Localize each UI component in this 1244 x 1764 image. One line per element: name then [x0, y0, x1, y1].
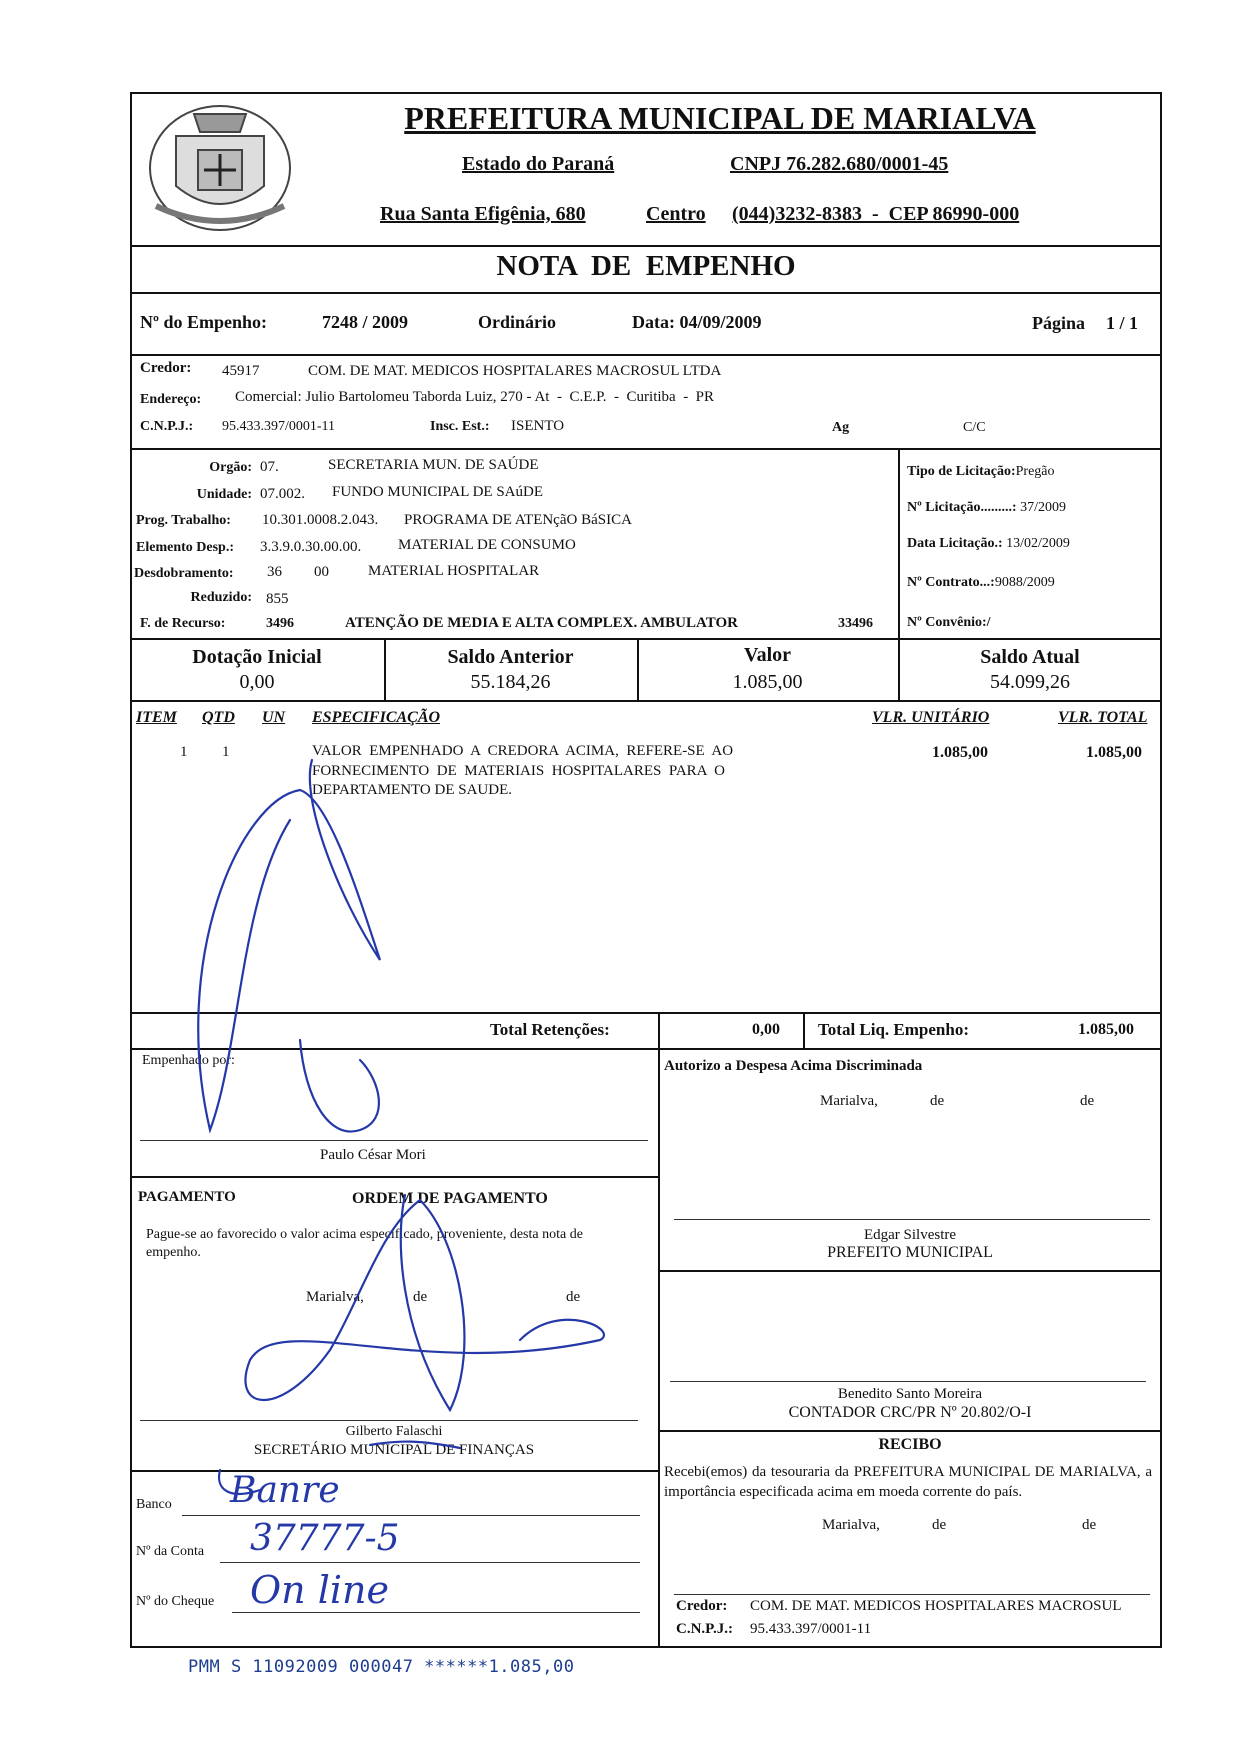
recibo-de-1: de: [932, 1517, 947, 1533]
header-title: PREFEITURA MUNICIPAL DE MARIALVA: [404, 100, 1036, 136]
cnpj-value: 95.433.397/0001-11: [222, 419, 336, 434]
unidade-code: 07.002.: [260, 486, 305, 502]
item-desc-3: DEPARTAMENTO DE SAUDE.: [312, 782, 512, 798]
autorizo-de-1: de: [930, 1093, 945, 1109]
banco-label: Banco: [136, 1497, 172, 1512]
fonte-code: 3496: [266, 616, 294, 631]
item-number: 1: [180, 744, 188, 760]
elemento-code: 3.3.9.0.30.00.00.: [260, 539, 362, 555]
prog-label: Prog. Trabalho:: [136, 513, 231, 528]
total-retencoes-value: 0,00: [752, 1021, 780, 1038]
recibo-credor-value: COM. DE MAT. MEDICOS HOSPITALARES MACROSUL: [750, 1598, 1122, 1614]
autorizo-label: Autorizo a Despesa Acima Discriminada: [664, 1058, 923, 1074]
banco-value-handwritten: Banre: [230, 1470, 340, 1511]
recibo-de-2: de: [1082, 1517, 1097, 1533]
document-title: NOTA DE EMPENHO: [496, 250, 796, 282]
item-qtd: 1: [222, 744, 230, 760]
total-retencoes-label: Total Retenções:: [490, 1020, 610, 1039]
cc-label: C/C: [963, 420, 986, 435]
contador-role: CONTADOR CRC/PR Nº 20.802/O-I: [788, 1404, 1032, 1421]
endereco-label: Endereço:: [140, 392, 202, 407]
saldo-anterior-label: Saldo Anterior: [447, 646, 574, 668]
tipo-licitacao-label: Tipo de Licitação:Pregão: [907, 464, 1055, 479]
page-label: Página: [1032, 313, 1086, 333]
credor-code: 45917: [222, 363, 260, 379]
recibo-cnpj-value: 95.433.397/0001-11: [750, 1621, 872, 1637]
header-phone-cep: (044)3232-8383 - CEP 86990-000: [732, 203, 1020, 225]
financas-role: SECRETÁRIO MUNICIPAL DE FINANÇAS: [253, 1442, 535, 1458]
contador-name: Benedito Santo Moreira: [837, 1386, 983, 1402]
col-total: VLR. TOTAL: [1058, 709, 1148, 726]
recibo-credor-label: Credor:: [676, 1598, 728, 1614]
empenhado-por-name: Paulo César Mori: [320, 1147, 426, 1163]
pagamento-de-1: de: [413, 1289, 428, 1305]
page-value: 1 / 1: [1106, 313, 1139, 333]
saldo-atual-value: 54.099,26: [990, 671, 1070, 693]
dotacao-value: 0,00: [239, 671, 275, 693]
recibo-label: RECIBO: [878, 1436, 942, 1453]
empenho-label: Nº do Empenho:: [140, 312, 267, 332]
num-licitacao-label: Nº Licitação.........: 37/2009: [907, 500, 1066, 515]
header-cnpj: CNPJ 76.282.680/0001-45: [730, 153, 949, 175]
header-address: Rua Santa Efigênia, 680: [380, 203, 586, 225]
fonte-extra: 33496: [838, 616, 873, 631]
prefeito-role: PREFEITO MUNICIPAL: [827, 1244, 993, 1261]
autorizo-de-2: de: [1080, 1093, 1095, 1109]
pagamento-label: PAGAMENTO: [138, 1189, 236, 1205]
autorizo-place: Marialva,: [820, 1093, 878, 1109]
pague-text: Pague-se ao favorecido o valor acima especificado, proveniente, desta nota de empenho.: [146, 1227, 583, 1260]
pagamento-de-2: de: [566, 1289, 581, 1305]
col-unit: VLR. UNITÁRIO: [872, 709, 990, 726]
credor-name: COM. DE MAT. MEDICOS HOSPITALARES MACROSUL LTDA: [308, 363, 722, 379]
col-espec: ESPECIFICAÇÃO: [312, 709, 441, 726]
empenho-type: Ordinário: [478, 312, 557, 332]
col-item: ITEM: [136, 709, 177, 726]
footer-stamp: PMM S 11092009 000047 ******1.085,00: [188, 1657, 575, 1677]
prefeito-name: Edgar Silvestre: [863, 1227, 957, 1243]
valor-label: Valor: [743, 644, 792, 666]
desdobramento-code: 36: [267, 564, 282, 580]
desdobramento-sub: 00: [314, 564, 329, 580]
conta-label: Nº da Conta: [136, 1544, 205, 1559]
credor-label: Credor:: [140, 360, 192, 376]
prog-name: PROGRAMA DE ATENçãO BáSICA: [404, 512, 632, 528]
item-unit-value: 1.085,00: [932, 744, 988, 761]
header-state: Estado do Paraná: [462, 153, 615, 175]
unidade-name: FUNDO MUNICIPAL DE SAúDE: [332, 484, 543, 500]
saldo-atual-label: Saldo Atual: [980, 646, 1080, 668]
recibo-place: Marialva,: [822, 1517, 880, 1533]
orgao-name: SECRETARIA MUN. DE SAÚDE: [328, 457, 539, 473]
pagamento-place: Marialva,: [306, 1289, 364, 1305]
financas-name: Gilberto Falaschi: [345, 1424, 443, 1439]
item-desc-2: FORNECIMENTO DE MATERIAIS HOSPITALARES PARA O: [312, 763, 726, 779]
elemento-label: Elemento Desp.:: [136, 540, 234, 555]
orgao-label: Orgão:: [209, 460, 252, 475]
unidade-label: Unidade:: [196, 487, 252, 502]
total-liq-label: Total Liq. Empenho:: [818, 1020, 969, 1039]
total-liq-value: 1.085,00: [1078, 1021, 1134, 1038]
saldo-anterior-value: 55.184,26: [470, 671, 551, 693]
col-un: UN: [262, 709, 286, 726]
cheque-label: Nº do Cheque: [136, 1594, 215, 1609]
valor-value: 1.085,00: [732, 671, 803, 693]
recibo-cnpj-label: C.N.P.J.:: [676, 1621, 733, 1637]
fonte-label: F. de Recurso:: [140, 616, 226, 631]
contrato-label: Nº Contrato...:9088/2009: [907, 575, 1055, 590]
insc-value: ISENTO: [511, 418, 565, 434]
prog-code: 10.301.0008.2.043.: [262, 512, 379, 528]
reduzido-value: 855: [266, 591, 289, 607]
cheque-value-handwritten: On line: [250, 1568, 389, 1612]
ag-label: Ag: [832, 420, 850, 435]
dotacao-label: Dotação Inicial: [192, 646, 322, 668]
reduzido-label: Reduzido:: [190, 590, 252, 605]
cnpj-label: C.N.P.J.:: [140, 419, 194, 434]
empenho-date: Data: 04/09/2009: [632, 312, 762, 332]
data-licitacao-label: Data Licitação.: 13/02/2009: [907, 536, 1070, 551]
insc-label: Insc. Est.:: [430, 419, 490, 434]
fonte-name: ATENÇÃO DE MEDIA E ALTA COMPLEX. AMBULATOR: [345, 615, 738, 631]
convenio-label: Nº Convênio:/: [907, 615, 991, 630]
desdobramento-label: Desdobramento:: [134, 566, 234, 581]
desdobramento-name: MATERIAL HOSPITALAR: [368, 563, 540, 579]
elemento-name: MATERIAL DE CONSUMO: [398, 537, 576, 553]
ordem-pagamento-label: ORDEM DE PAGAMENTO: [352, 1190, 548, 1207]
empenhado-por-label: Empenhado por:: [142, 1053, 235, 1068]
endereco-value: Comercial: Julio Bartolomeu Taborda Luiz, 270 - At - C.E.P. - Curitiba - PR: [235, 389, 715, 405]
recibo-text: Recebi(emos) da tesouraria da PREFEITURA MUNICIPAL DE MARIALVA, a importância especificada acima em moeda corrente do país.: [664, 1464, 1152, 1500]
orgao-code: 07.: [260, 459, 279, 475]
col-qtd: QTD: [202, 709, 235, 726]
empenho-value: 7248 / 2009: [322, 312, 409, 332]
conta-value-handwritten: 37777-5: [250, 1518, 400, 1559]
item-desc-1: VALOR EMPENHADO A CREDORA ACIMA, REFERE-SE AO: [312, 743, 734, 759]
header-district: Centro: [646, 203, 706, 225]
item-total-value: 1.085,00: [1086, 744, 1142, 761]
